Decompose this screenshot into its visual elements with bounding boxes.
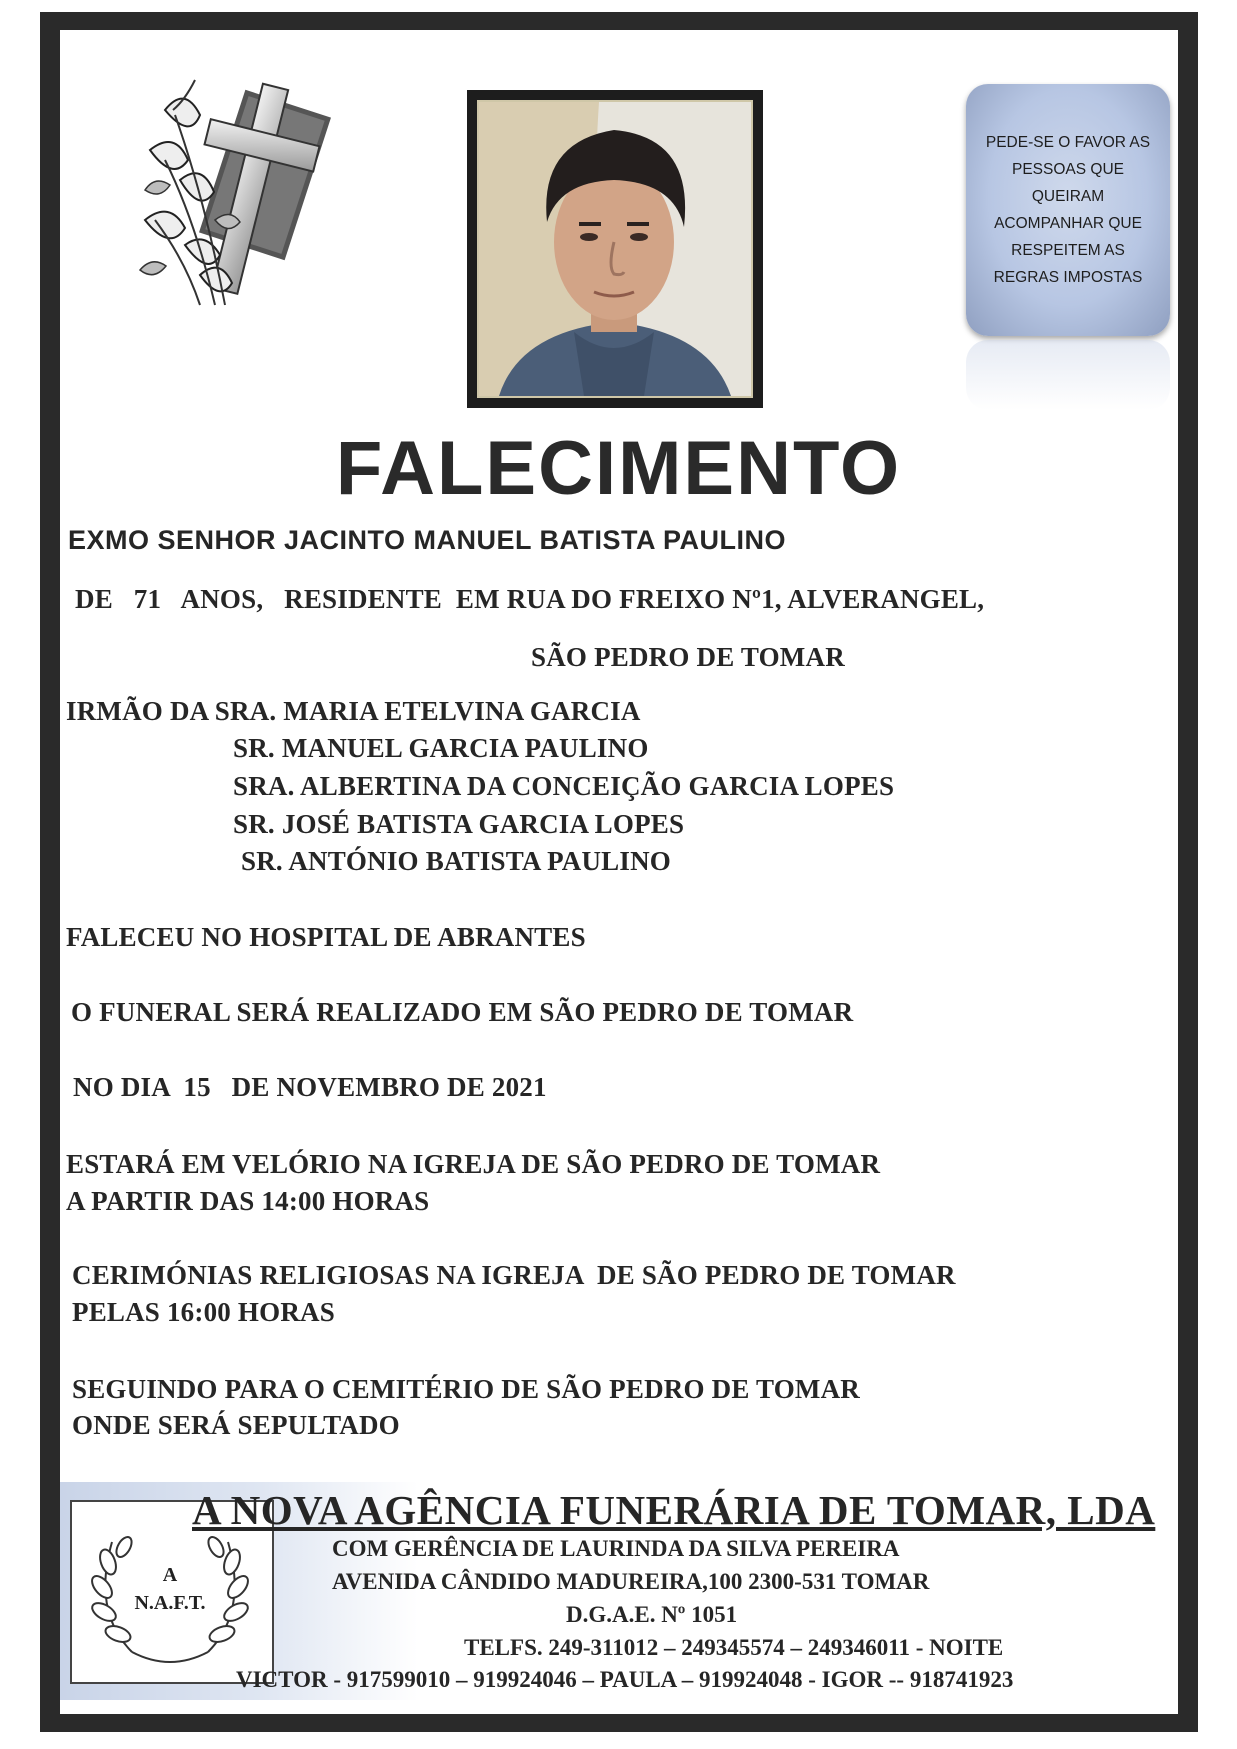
notice-line: RESPEITEM AS — [1011, 242, 1125, 259]
notice-line: REGRAS IMPOSTAS — [993, 269, 1143, 286]
wake-line2: A PARTIR DAS 14:00 HORAS — [66, 1186, 430, 1216]
wake-line1: ESTARÁ EM VELÓRIO NA IGREJA DE SÃO PEDRO DE TOMAR — [66, 1149, 881, 1179]
funeral-date: NO DIA 15 DE NOVEMBRO DE 2021 — [73, 1072, 547, 1102]
agency-night-contacts: VICTOR - 917599010 – 919924046 – PAULA – 919924048 - IGOR -- 918741923 — [236, 1667, 1014, 1692]
headline-falecimento: FALECIMENTO — [335, 426, 902, 511]
burial-line2: ONDE SERÁ SEPULTADO — [72, 1410, 400, 1440]
agency-management: COM GERÊNCIA DE LAURINDA DA SILVA PEREIRA — [332, 1536, 900, 1561]
family-line: SR. JOSÉ BATISTA GARCIA LOPES — [233, 809, 685, 839]
burial-line1: SEGUINDO PARA O CEMITÉRIO DE SÃO PEDRO DE TOMAR — [72, 1374, 860, 1404]
family-line-first: IRMÃO DA SRA. MARIA ETELVINA GARCIA — [66, 696, 641, 726]
death-place: FALECEU NO HOSPITAL DE ABRANTES — [66, 922, 586, 952]
cross-with-lilies-icon — [125, 70, 340, 315]
portrait-image — [479, 102, 751, 396]
notice-line: PEDE-SE O FAVOR AS — [985, 134, 1151, 151]
notice-line: ACOMPANHAR QUE — [994, 215, 1142, 232]
agency-name: A NOVA AGÊNCIA FUNERÁRIA DE TOMAR, LDA — [192, 1487, 1156, 1533]
logo-acronym: N.A.F.T. — [134, 1592, 206, 1614]
notice-line: QUEIRAM — [1031, 188, 1105, 205]
agency-license: D.G.A.E. Nº 1051 — [566, 1602, 738, 1627]
age-residence-line2: SÃO PEDRO DE TOMAR — [531, 642, 845, 672]
notice-reflection — [966, 340, 1170, 410]
family-line: SR. ANTÓNIO BATISTA PAULINO — [241, 846, 671, 876]
ceremony-line1: CERIMÓNIAS RELIGIOSAS NA IGREJA DE SÃO PEDRO DE TOMAR — [72, 1260, 956, 1290]
family-line: SRA. ALBERTINA DA CONCEIÇÃO GARCIA LOPES — [233, 771, 895, 801]
ceremony-line2: PELAS 16:00 HORAS — [72, 1297, 335, 1327]
agency-address: AVENIDA CÂNDIDO MADUREIRA,100 2300-531 TOMAR — [332, 1569, 930, 1594]
logo-letter: A — [162, 1564, 178, 1586]
age-residence-line1: DE 71 ANOS, RESIDENTE EM RUA DO FREIXO Nº1, ALVERANGEL, — [75, 584, 985, 614]
family-line: SR. MANUEL GARCIA PAULINO — [233, 733, 649, 763]
agency-phones: TELFS. 249-311012 – 249345574 – 249346011 - NOITE — [464, 1635, 1004, 1660]
notice-line: PESSOAS QUE — [1012, 161, 1124, 178]
funeral-location: O FUNERAL SERÁ REALIZADO EM SÃO PEDRO DE TOMAR — [71, 997, 854, 1027]
health-rules-notice — [966, 84, 1170, 336]
deceased-name: EXMO SENHOR JACINTO MANUEL BATISTA PAULINO — [68, 525, 787, 555]
portrait-photo — [467, 90, 763, 408]
